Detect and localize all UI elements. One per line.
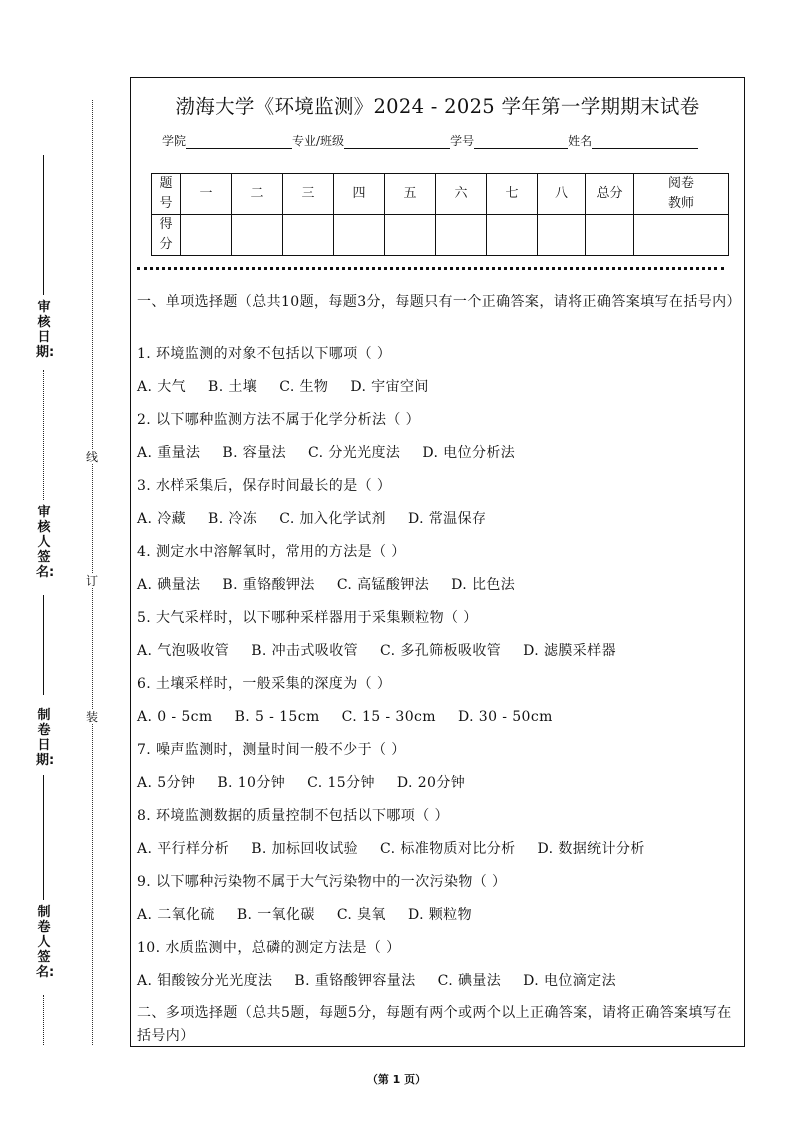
question-8: 8. 环境监测数据的质量控制不包括以下哪项（ ） [137, 808, 449, 824]
section-separator [137, 267, 724, 270]
option: B. 土壤 [208, 379, 258, 395]
option: B. 5 - 15cm [234, 709, 320, 725]
score-cell[interactable] [487, 215, 538, 256]
score-col-grader: 阅卷教师 [634, 174, 729, 215]
student-id-field[interactable] [474, 135, 568, 149]
option: A. 大气 [137, 379, 187, 395]
score-cell[interactable] [538, 215, 586, 256]
score-col-8: 八 [538, 174, 586, 215]
option: D. 滤膜采样器 [523, 643, 616, 659]
major-field[interactable] [344, 135, 450, 149]
score-cell[interactable] [436, 215, 487, 256]
question-5: 5. 大气采样时，以下哪种采样器用于采集颗粒物（ ） [137, 610, 478, 626]
exam-paper [130, 77, 745, 1047]
option: D. 比色法 [451, 577, 516, 593]
maker-date-label: 制卷日期: [36, 708, 55, 768]
option: D. 常温保存 [407, 511, 487, 527]
score-table-row-label: 题号 [152, 174, 181, 215]
exam-title: 渤海大学《环境监测》2024 - 2025 学年第一学期期末试卷 [175, 95, 700, 118]
score-col-7: 七 [487, 174, 538, 215]
option: C. 加入化学试剂 [279, 511, 386, 527]
question-2: 2. 以下哪种监测方法不属于化学分析法（ ） [137, 412, 421, 428]
option: A. 0 - 5cm [137, 709, 213, 725]
reviewer-to-maker-line [43, 595, 44, 695]
student-id-label: 学号 [450, 134, 475, 148]
option: D. 宇宙空间 [350, 379, 429, 395]
section1-heading: 一、单项选择题（总共10题，每题3分，每题只有一个正确答案，请将正确答案填写在括号内） [137, 294, 741, 310]
question-3-options [137, 509, 740, 530]
major-label: 专业/班级 [292, 134, 345, 148]
maker-date-line [43, 775, 44, 900]
question-7: 7. 噪声监测时，测量时间一般不少于（ ） [137, 742, 406, 758]
option: A. 碘量法 [137, 577, 201, 593]
question-6-options [137, 707, 740, 728]
option: A. 气泡吸收管 [137, 643, 230, 659]
option: C. 分光光度法 [308, 445, 401, 461]
score-cell[interactable] [634, 215, 729, 256]
option: A. 二氧化硫 [137, 907, 215, 923]
score-col-1: 一 [181, 174, 232, 215]
option: D. 20分钟 [396, 775, 466, 791]
option: B. 一氧化碳 [236, 907, 315, 923]
college-field[interactable] [186, 135, 292, 149]
option: B. 加标回收试验 [251, 841, 359, 857]
name-label: 姓名 [568, 134, 593, 148]
question-4-options [137, 575, 740, 596]
option: A. 5分钟 [137, 775, 196, 791]
option: D. 电位分析法 [422, 445, 516, 461]
option: A. 冷藏 [137, 511, 187, 527]
option: D. 电位滴定法 [523, 973, 616, 989]
score-cell[interactable] [334, 215, 385, 256]
binding-dotted-line [92, 100, 93, 1045]
option: C. 多孔筛板吸收管 [380, 643, 502, 659]
binding-staple-char: 订 [86, 574, 99, 588]
question-1-options [137, 377, 740, 398]
option: D. 30 - 50cm [457, 709, 553, 725]
option: C. 15分钟 [307, 775, 375, 791]
page-number: （第 1 页） [366, 1073, 427, 1086]
score-cell[interactable] [586, 215, 634, 256]
maker-sign-label: 制卷人签名: [36, 905, 55, 980]
score-cell[interactable] [283, 215, 334, 256]
option: A. 平行样分析 [137, 841, 230, 857]
question-8-options [137, 839, 740, 860]
option: C. 15 - 30cm [341, 709, 436, 725]
option: A. 钼酸铵分光光度法 [137, 973, 273, 989]
section2-heading: 二、多项选择题（总共5题，每题5分，每题有两个或两个以上正确答案，请将正确答案填写在括号内） [137, 1005, 732, 1044]
option: D. 颗粒物 [407, 907, 472, 923]
student-info-row [162, 132, 698, 149]
option: C. 高锰酸钾法 [336, 577, 430, 593]
score-col-6: 六 [436, 174, 487, 215]
score-cell[interactable] [181, 215, 232, 256]
option: B. 容量法 [222, 445, 287, 461]
question-4: 4. 测定水中溶解氧时，常用的方法是（ ） [137, 544, 406, 560]
question-10: 10. 水质监测中，总磷的测定方法是（ ） [137, 940, 401, 956]
option: B. 重铬酸钾法 [222, 577, 315, 593]
question-7-options [137, 773, 740, 794]
binding-line-char: 线 [86, 450, 99, 464]
score-col-total: 总分 [586, 174, 634, 215]
reviewer-sign-label: 审核人签名: [36, 505, 55, 580]
score-table [151, 173, 729, 256]
option: B. 冲击式吸收管 [251, 643, 359, 659]
reviewer-date-label: 审核日期: [36, 300, 55, 360]
reviewer-date-line [43, 155, 44, 295]
question-5-options [137, 641, 740, 662]
binding-bind-char: 装 [86, 710, 99, 724]
score-table-header-row [152, 174, 729, 215]
option: C. 生物 [279, 379, 329, 395]
score-col-3: 三 [283, 174, 334, 215]
option: C. 碘量法 [437, 973, 502, 989]
option: D. 数据统计分析 [537, 841, 645, 857]
score-cell[interactable] [232, 215, 283, 256]
option: A. 重量法 [137, 445, 201, 461]
score-row-label: 得分 [152, 215, 181, 256]
question-9-options [137, 905, 740, 926]
question-10-options [137, 971, 740, 992]
score-col-5: 五 [385, 174, 436, 215]
score-col-4: 四 [334, 174, 385, 215]
option: C. 臭氧 [336, 907, 386, 923]
question-2-options [137, 443, 740, 464]
option: B. 重铬酸钾容量法 [294, 973, 416, 989]
score-col-2: 二 [232, 174, 283, 215]
question-9: 9. 以下哪种污染物不属于大气污染物中的一次污染物（ ） [137, 874, 507, 890]
college-label: 学院 [162, 134, 187, 148]
score-cell[interactable] [385, 215, 436, 256]
option: B. 10分钟 [217, 775, 286, 791]
question-6: 6. 土壤采样时，一般采集的深度为（ ） [137, 676, 392, 692]
option: B. 冷冻 [208, 511, 258, 527]
question-3: 3. 水样采集后，保存时间最长的是（ ） [137, 478, 392, 494]
name-field[interactable] [592, 135, 698, 149]
option: C. 标准物质对比分析 [380, 841, 516, 857]
score-table-score-row [152, 215, 729, 256]
question-1: 1. 环境监测的对象不包括以下哪项（ ） [137, 346, 392, 362]
reviewer-sign-line [43, 370, 44, 500]
maker-sign-line [43, 995, 44, 1045]
